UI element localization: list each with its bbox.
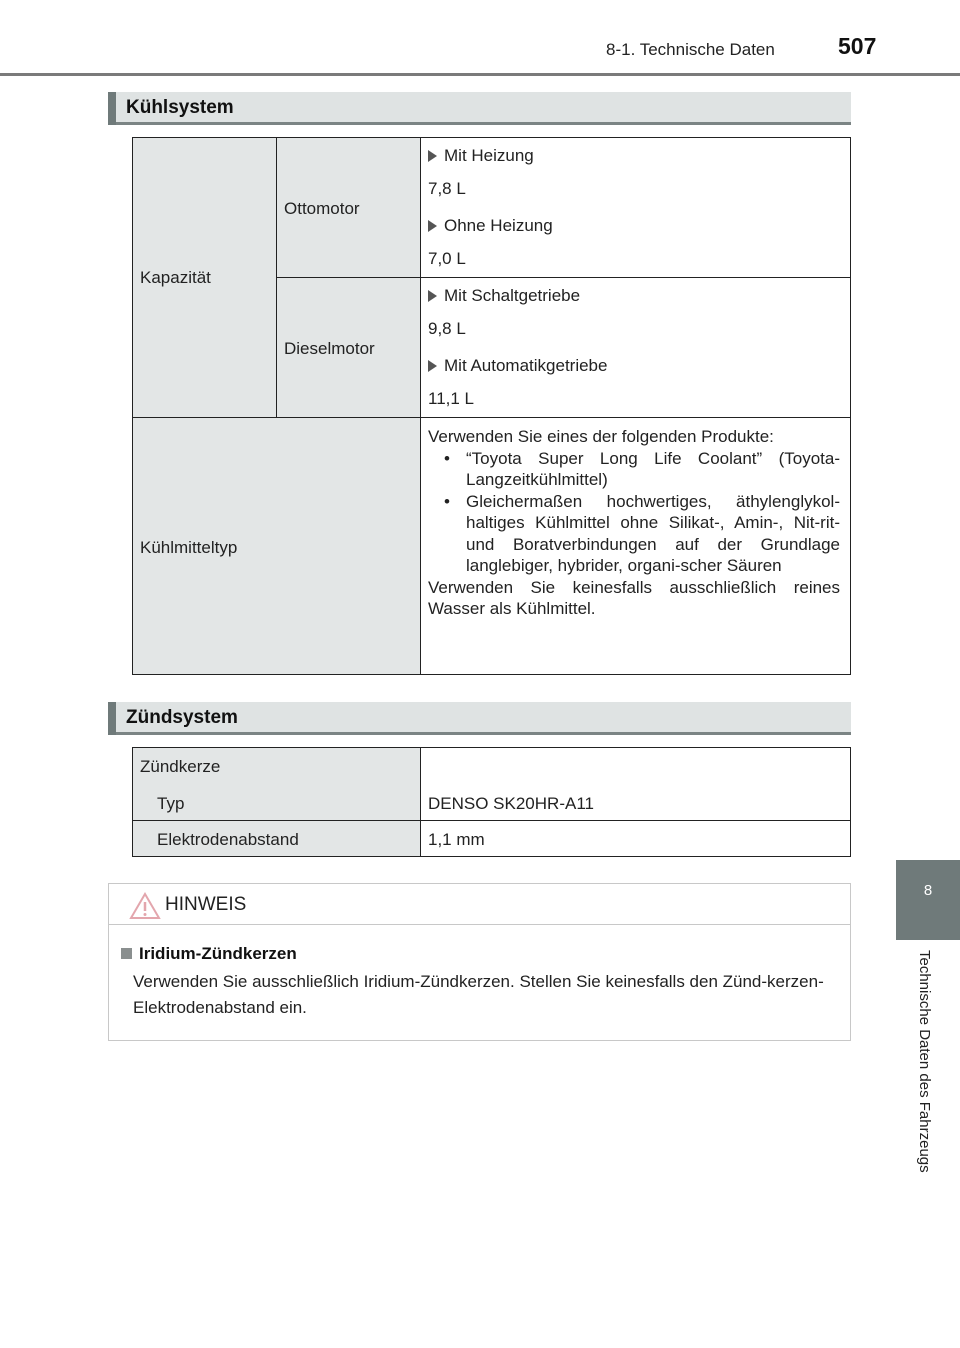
option-label: Mit Heizung [444,146,534,165]
petrol-label: Ottomotor [284,199,360,218]
table-border [132,747,851,748]
note-divider [109,924,850,925]
chapter-tab [896,860,960,940]
gap-label: Elektrodenabstand [157,830,299,849]
arrow-icon [428,360,437,372]
cooling-heading [108,92,851,125]
coolant-type-label: Kühlmitteltyp [140,538,238,557]
section-title: 8-1. Technische Daten [606,40,775,59]
type-label: Typ [157,794,185,813]
table-border [420,137,421,675]
option-label: Mit Schaltgetriebe [444,286,581,305]
page-number: 507 [838,33,877,59]
table-border [132,674,851,675]
table-border [132,137,133,675]
table-border [276,277,851,278]
table-border [132,820,851,821]
petrol-value-no-heater: 7,0 L [428,249,466,268]
diesel-label: Dieselmotor [284,339,375,358]
chapter-title: Technische Daten des Fahrzeugs [916,950,933,1173]
table-border [850,747,851,857]
arrow-icon [428,290,437,302]
table-border [132,747,133,857]
capacity-cell [132,137,276,417]
table-border [420,747,421,857]
coolant-item: • Gleichermaßen hochwertiges, äthylenglykol-haltiges Kühlmittel ohne Silikat-, Amin-, Nit-rit- und Boratverbindungen auf der Grundlage langlebiger, hybrider, organi-scher Säuren [428,491,840,577]
note-title: HINWEIS [165,894,247,915]
note-text: Verwenden Sie ausschließlich Iridium-Zündkerzen. Stellen Sie keinesfalls den Zünd-kerzen-Elektrodenabstand ein. [133,972,824,1017]
capacity-label: Kapazität [140,268,211,287]
spark-plug-label: Zündkerze [140,757,221,776]
petrol-option-heater [428,146,534,166]
note-subheading-text: Iridium-Zündkerzen [139,944,297,963]
coolant-type-cell [132,417,420,674]
coolant-outro: Verwenden Sie keinesfalls ausschließlich reines Wasser als Kühlmittel. [428,577,840,618]
option-label: Ohne Heizung [444,216,553,235]
coolant-description [428,426,840,620]
diesel-option-automatic [428,356,607,376]
diesel-value-automatic: 11,1 L [428,389,475,408]
table-border [132,137,851,138]
note-box [108,883,851,1041]
diesel-cell [276,277,420,417]
table-border [132,417,851,418]
ignition-heading [108,702,851,735]
table-border [132,856,851,857]
petrol-value-heater: 7,8 L [428,179,466,198]
option-label: Mit Automatikgetriebe [444,356,608,375]
coolant-intro: Verwenden Sie eines der folgenden Produkte: [428,427,774,446]
note-subheading [121,944,297,964]
coolant-list [428,448,840,577]
header-rule [0,73,960,76]
diesel-value-manual: 9,8 L [428,319,466,338]
square-bullet-icon [121,948,132,959]
arrow-icon [428,220,437,232]
arrow-icon [428,150,437,162]
warning-icon [129,892,161,920]
chapter-number: 8 [923,882,933,899]
gap-value: 1,1 mm [428,830,485,849]
cooling-heading-text: Kühlsystem [126,97,234,118]
diesel-option-manual [428,286,580,306]
petrol-cell [276,137,420,277]
table-border [850,137,851,675]
type-value: DENSO SK20HR-A11 [428,794,594,813]
ignition-heading-text: Zündsystem [126,707,238,728]
coolant-item: • “Toyota Super Long Life Coolant” (Toyota-Langzeitkühlmittel) [428,448,840,491]
petrol-option-no-heater [428,216,553,236]
